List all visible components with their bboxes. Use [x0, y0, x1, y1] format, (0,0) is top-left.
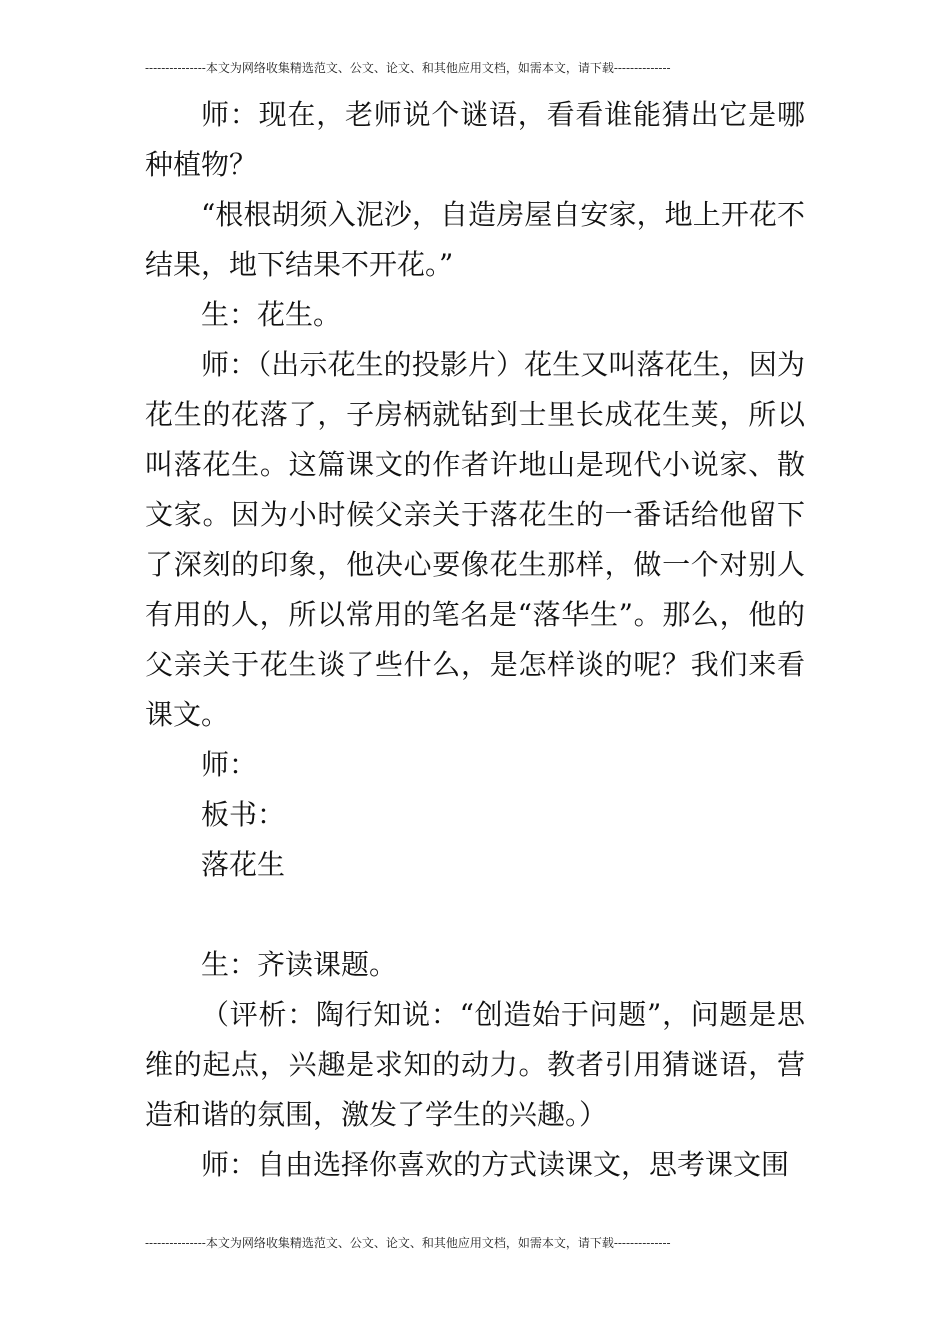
- paragraph-riddle-intro: 师：现在，老师说个谜语，看看谁能猜出它是哪种植物？: [145, 98, 805, 181]
- document-body: [145, 90, 805, 1190]
- paragraph-commentary: （评析：陶行知说：“创造始于问题”，问题是思维的起点，兴趣是求知的动力。教者引用猜谜语，营造和谐的氛围，激发了学生的兴趣。）: [145, 998, 805, 1131]
- paragraph-teacher: 师：: [201, 748, 258, 781]
- paragraph-teacher-instruction: 师：自由选择你喜欢的方式读课文，思考课文围: [201, 1148, 790, 1181]
- paragraph-blackboard-label: 板书：: [201, 798, 286, 831]
- paragraph-blank: [145, 890, 805, 940]
- paragraph-read-title: 生：齐读课题。: [201, 948, 398, 981]
- paragraph-student-answer: 生：花生。: [201, 298, 342, 331]
- page-footer: ---------------本文为网络收集精选范文、公文、论文、和其他应用文档，如需本文，请下载--------------: [145, 1236, 671, 1250]
- page-header: ---------------本文为网络收集精选范文、公文、论文、和其他应用文档，如需本文，请下载--------------: [145, 61, 671, 75]
- paragraph-teacher-explanation: 师：（出示花生的投影片）花生又叫落花生，因为花生的花落了，子房柄就钻到士里长成花生荚，所以叫落花生。这篇课文的作者许地山是现代小说家、散文家。因为小时候父亲关于落花生的一番话给他留下了深刻的印象，他决心要像花生那样，做一个对别人有用的人，所以常用的笔名是“落华生”。那么，他的父亲关于花生谈了些什么，是怎样谈的呢？我们来看课文。: [145, 348, 805, 731]
- paragraph-blackboard-title: 落花生: [201, 848, 286, 881]
- paragraph-riddle: “根根胡须入泥沙，自造房屋自安家，地上开花不结果，地下结果不开花。”: [145, 198, 805, 281]
